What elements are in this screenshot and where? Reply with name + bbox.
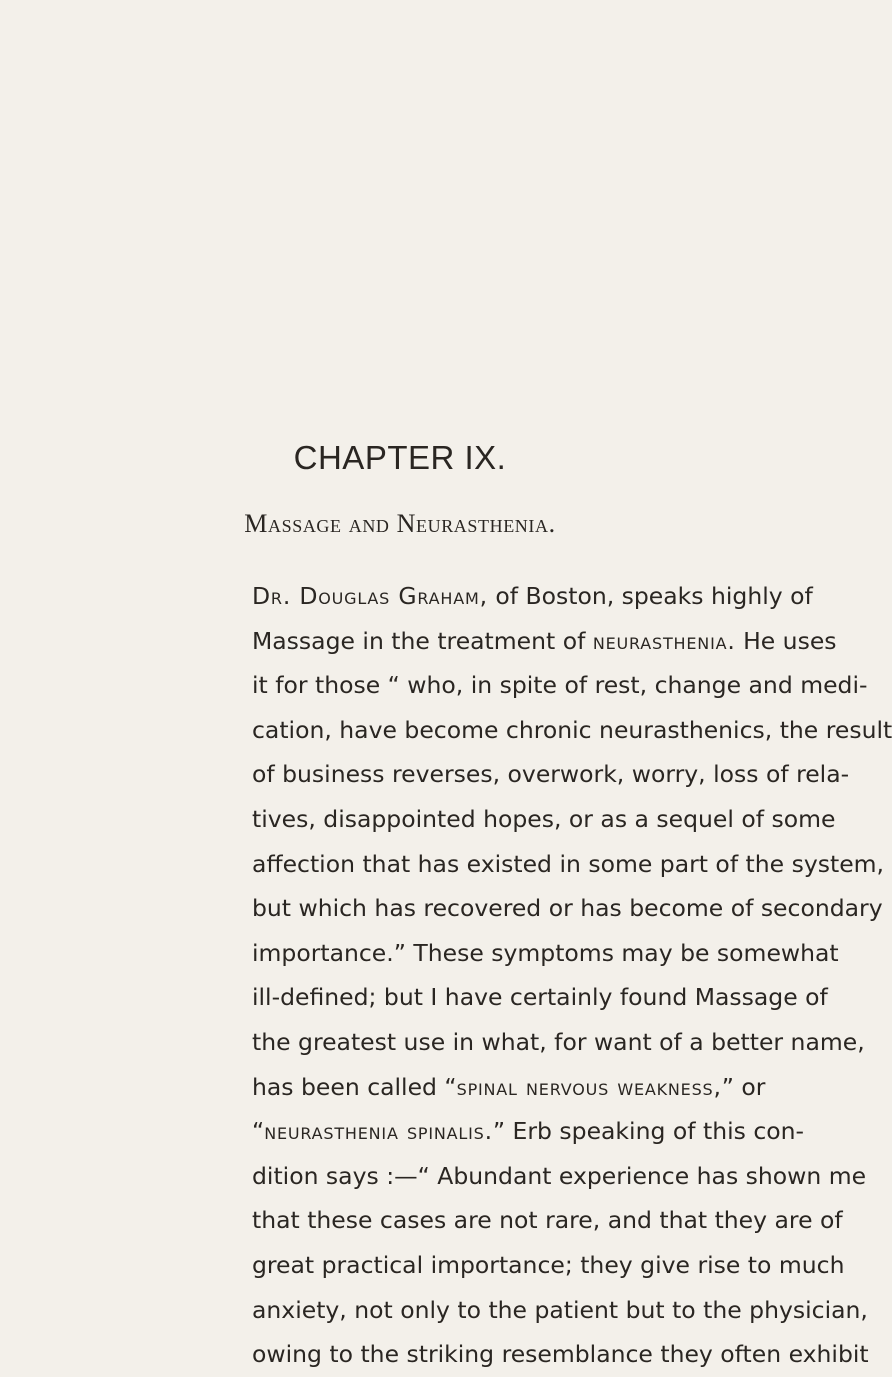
term-neurasthenia-spinalis: neurasthenia spinalis. bbox=[264, 1117, 493, 1146]
text-line-12: has been called “spinal nervous weakness,” or bbox=[252, 1072, 766, 1101]
text-line-10: ill-defined; but I have certainly found Massage of bbox=[252, 983, 828, 1012]
text-line-18: owing to the striking resemblance they often exhibit bbox=[252, 1340, 869, 1369]
text-line-11: the greatest use in what, for want of a better name, bbox=[252, 1027, 865, 1056]
text-line-1: Dr. Douglas Graham, of Boston, speaks highly of bbox=[252, 582, 813, 610]
term-neurasthenia: neurasthenia. bbox=[592, 626, 736, 655]
text-line-5: of business reverses, overwork, worry, loss of rela- bbox=[252, 760, 850, 789]
text-line-6: tives, disappointed hopes, or as a sequel of some bbox=[252, 804, 836, 833]
author-name: Dr. Douglas Graham, bbox=[252, 582, 488, 610]
text-line-15: that these cases are not rare, and that they are of bbox=[252, 1206, 843, 1235]
text-line-14: dition says :—“ Abundant experience has shown me bbox=[252, 1161, 867, 1190]
term-spinal-nervous-weakness: spinal nervous weakness, bbox=[456, 1072, 722, 1101]
section-title: Massage and Neurasthenia. bbox=[244, 509, 556, 538]
text-line-8: but which has recovered or has become of secondary bbox=[252, 894, 883, 923]
text-line-2: Massage in the treatment of neurasthenia. He uses bbox=[252, 626, 837, 655]
text-line-9: importance.” These symptoms may be somewhat bbox=[252, 938, 839, 967]
text-line-4: cation, have become chronic neurasthenics, the result bbox=[252, 715, 892, 744]
text-line-7: affection that has existed in some part of the system, bbox=[252, 849, 885, 878]
chapter-title: CHAPTER IX. bbox=[293, 439, 507, 476]
text-line-3: it for those “ who, in spite of rest, change and medi- bbox=[252, 671, 868, 700]
text-line-16: great practical importance; they give rise to much bbox=[252, 1250, 845, 1279]
text-line-17: anxiety, not only to the patient but to the physician, bbox=[252, 1295, 868, 1324]
text-line-13: “neurasthenia spinalis.” Erb speaking of this con- bbox=[252, 1117, 804, 1146]
body-text bbox=[252, 574, 892, 1377]
